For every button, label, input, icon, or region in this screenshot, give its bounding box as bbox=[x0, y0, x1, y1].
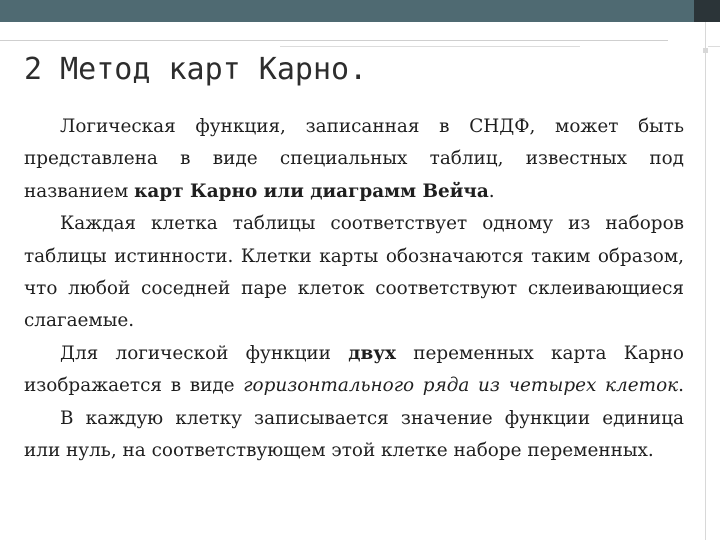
paragraph-3 bbox=[24, 338, 684, 403]
header-divider-line bbox=[0, 40, 668, 41]
paragraph-4 bbox=[24, 403, 684, 468]
paragraph-3-text-a: Для логической функции bbox=[60, 342, 349, 364]
slide-body bbox=[24, 111, 684, 467]
slide-title: 2 Метод карт Карно. bbox=[24, 52, 368, 87]
right-margin-rule bbox=[705, 22, 706, 540]
paragraph-3-bold-word: двух bbox=[348, 342, 396, 364]
top-corner-bar bbox=[694, 0, 720, 22]
paragraph-4-text: В каждую клетку записывается значение функции единица или нуль, на соответствующем этой клетке наборе переменных. bbox=[24, 407, 684, 462]
paragraph-2 bbox=[24, 208, 684, 338]
top-decorative-bar bbox=[0, 0, 694, 22]
header-accent-line bbox=[280, 46, 580, 47]
paragraph-1-end: . bbox=[488, 180, 495, 202]
header-accent-line-right bbox=[708, 46, 720, 47]
paragraph-3-end: . bbox=[678, 375, 684, 397]
paragraph-3-italic-phrase: горизонтального ряда из четырех клеток bbox=[243, 375, 679, 397]
paragraph-2-text: Каждая клетка таблицы соответствует одному из наборов таблицы истинности. Клетки карты обозначаются таким образом, что любой соседней паре клеток соответствуют склеивающиеся слагаемые. bbox=[24, 213, 684, 332]
paragraph-1 bbox=[24, 111, 684, 208]
paragraph-3-text-b: переменных карта Карно изображается в виде bbox=[24, 342, 684, 397]
paragraph-1-text: Логическая функция, записанная в СНДФ, может быть представлена в виде специальных таблиц, известных под названием bbox=[24, 116, 684, 202]
right-margin-marker bbox=[703, 48, 708, 53]
paragraph-1-bold-term: карт Карно или диаграмм Вейча bbox=[134, 180, 489, 202]
